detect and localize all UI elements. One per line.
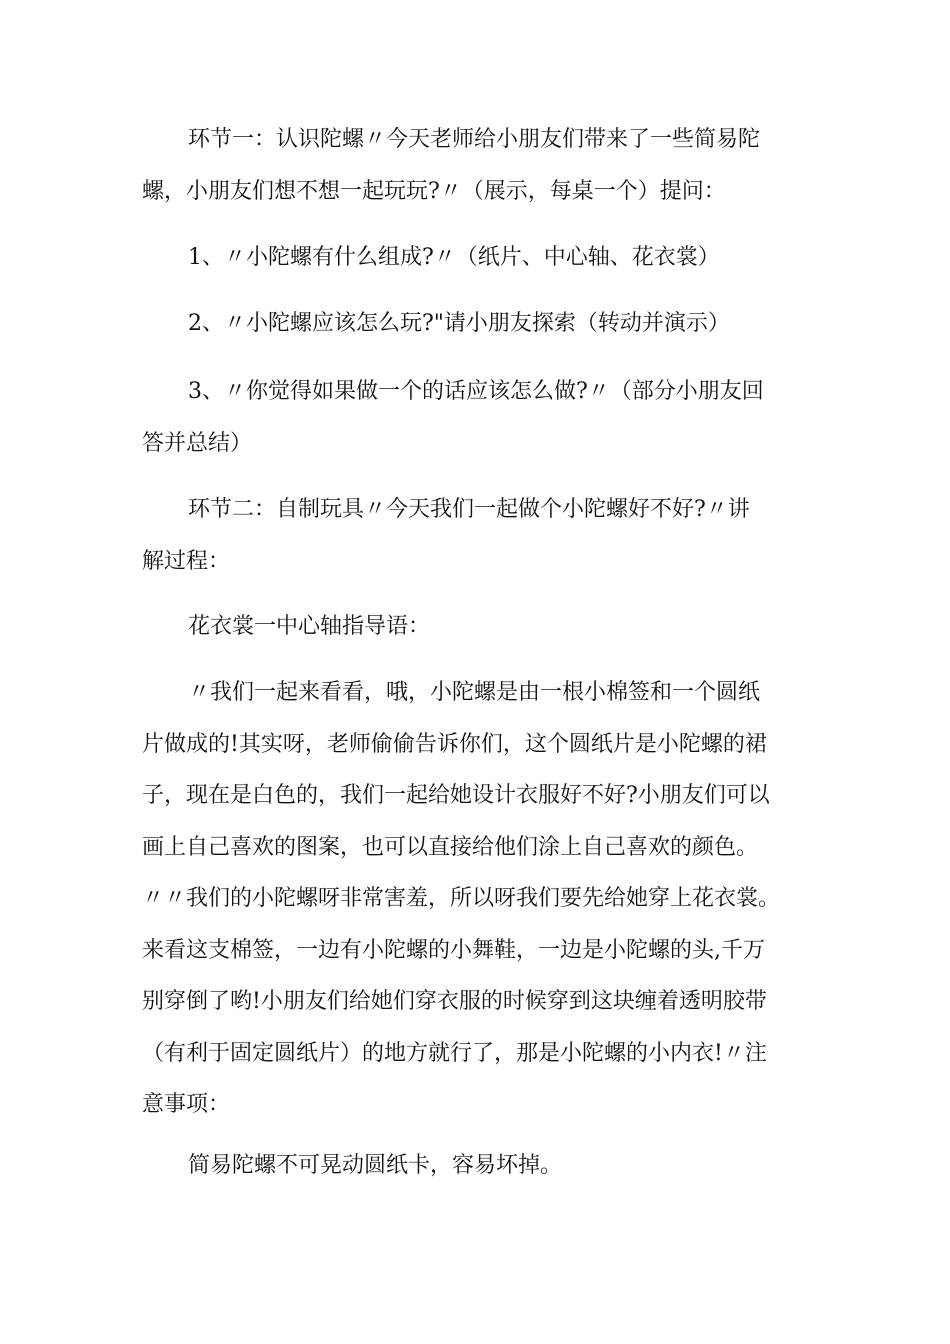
paragraph-line: 别穿倒了哟!小朋友们给她们穿衣服的时候穿到这块缠着透明胶带 <box>142 989 767 1014</box>
paragraph-line: 来看这支棉签，一边有小陀螺的小舞鞋，一边是小陀螺的头,千万 <box>142 937 765 963</box>
paragraph-question-2 <box>142 298 822 350</box>
paragraph-line: 解过程： <box>142 548 231 574</box>
paragraph-line: 〃我们一起来看看，哦，小陀螺是由一根小棉签和一个圆纸 <box>188 680 761 705</box>
paragraph-line: 环节一：认识陀螺〃今天老师给小朋友们带来了一些简易陀 <box>188 127 761 152</box>
paragraph-line: 意事项： <box>142 1092 231 1117</box>
paragraph-section-one-intro <box>142 114 822 217</box>
paragraph-line: 1、〃小陀螺有什么组成?〃（纸片、中心轴、花衣裳） <box>188 245 720 270</box>
paragraph-caution <box>142 1140 822 1192</box>
paragraph-line: 简易陀螺不可晃动圆纸卡，容易坏掉。 <box>188 1153 563 1178</box>
paragraph-line: 3、〃你觉得如果做一个的话应该怎么做?〃（部分小朋友回 <box>188 379 764 404</box>
paragraph-guide-speech <box>142 667 822 1131</box>
paragraph-line: 画上自己喜欢的图案，也可以直接给他们涂上自己喜欢的颜色。 <box>142 834 759 860</box>
paragraph-question-3 <box>142 366 822 469</box>
paragraph-line: 2、〃小陀螺应该怎么玩?"请小朋友探索（转动并演示） <box>188 311 730 336</box>
paragraph-line: 螺，小朋友们想不想一起玩玩?〃（展示，每桌一个）提问： <box>142 178 726 204</box>
paragraph-line: 环节二：自制玩具〃今天我们一起做个小陀螺好不好?〃讲 <box>188 497 750 522</box>
paragraph-line: （有利于固定圆纸片）的地方就行了，那是小陀螺的小内衣!〃注 <box>142 1040 767 1066</box>
paragraph-guide-heading <box>142 601 822 653</box>
paragraph-line: 花衣裳一中心轴指导语： <box>188 614 431 639</box>
paragraph-line: 〃〃我们的小陀螺呀非常害羞，所以呀我们要先给她穿上花衣裳。 <box>142 886 781 911</box>
paragraph-question-1 <box>142 232 822 284</box>
paragraph-line: 片做成的!其实呀，老师偷偷告诉你们，这个圆纸片是小陀螺的裙 <box>142 731 767 757</box>
paragraph-line: 子，现在是白色的，我们一起给她设计衣服好不好?小朋友们可以 <box>142 783 770 808</box>
paragraph-section-two-intro <box>142 484 822 587</box>
paragraph-line: 答并总结） <box>142 430 253 456</box>
